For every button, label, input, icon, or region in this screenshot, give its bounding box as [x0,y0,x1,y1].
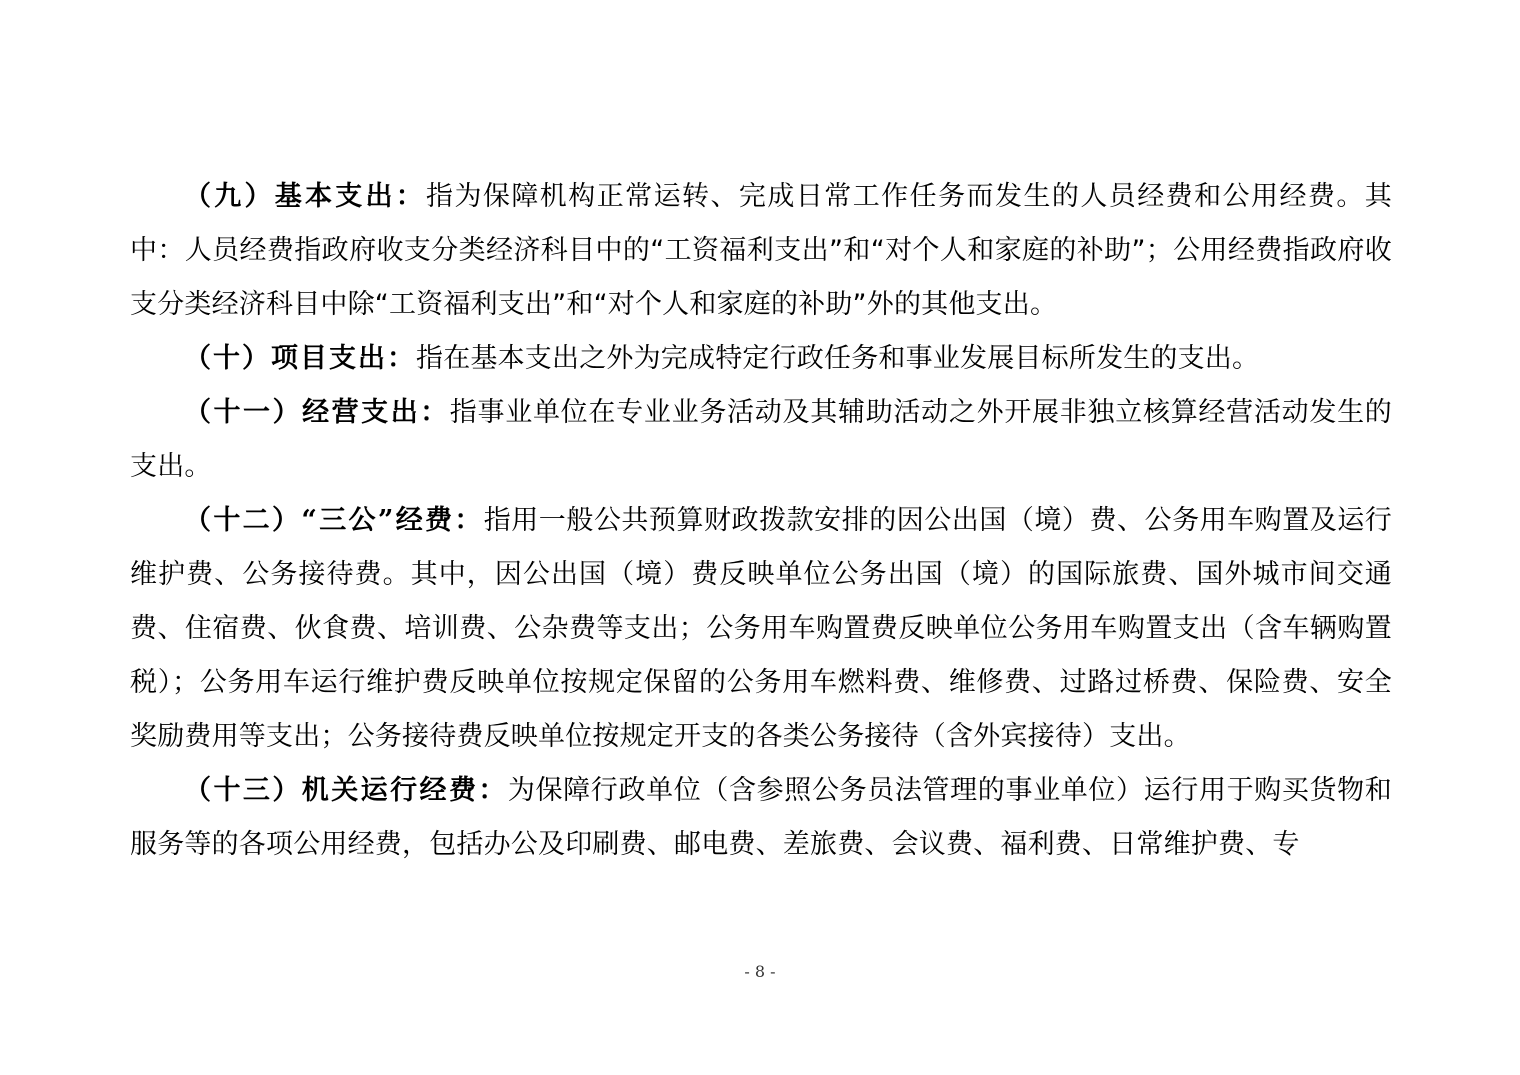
term-heading: （十一）经营支出： [184,397,450,428]
paragraph-basic-expenditure [130,170,1392,332]
paragraph-text: 指在基本支出之外为完成特定行政任务和事业发展目标所发生的支出。 [416,343,1260,374]
term-heading: （十二）“三公”经费： [184,505,484,536]
term-heading: （十）项目支出： [184,343,416,374]
paragraph-project-expenditure [130,332,1392,386]
paragraph-text: 指事业单位在专业业务活动及其辅助活动之外开展非独立核算经营活动发生的支出。 [130,397,1392,482]
paragraph-text: 为保障行政单位（含参照公务员法管理的事业单位）运行用于购买货物和服务等的各项公用经费，包括办公及印刷费、邮电费、差旅费、会议费、福利费、日常维护费、专 [130,775,1392,860]
paragraph-three-public-expenses [130,494,1392,764]
paragraph-agency-operating-expenses [130,764,1392,872]
term-heading: （九）基本支出： [184,181,426,212]
paragraph-operating-expenditure [130,386,1392,494]
paragraph-text: 指用一般公共预算财政拨款安排的因公出国（境）费、公务用车购置及运行维护费、公务接待费。其中，因公出国（境）费反映单位公务出国（境）的国际旅费、国外城市间交通费、住宿费、伙食费、培训费、公杂费等支出；公务用车购置费反映单位公务用车购置支出（含车辆购置税）；公务用车运行维护费反映单位按规定保留的公务用车燃料费、维修费、过路过桥费、保险费、安全奖励费用等支出；公务接待费反映单位按规定开支的各类公务接待（含外宾接待）支出。 [130,505,1392,752]
document-body [130,170,1392,872]
term-heading: （十三）机关运行经费： [184,775,508,806]
paragraph-text: 指为保障机构正常运转、完成日常工作任务而发生的人员经费和公用经费。其中：人员经费指政府收支分类经济科目中的“工资福利支出”和“对个人和家庭的补助”；公用经费指政府收支分类经济科目中除“工资福利支出”和“对个人和家庭的补助”外的其他支出。 [130,181,1392,320]
page-number: - 8 - [744,962,776,981]
